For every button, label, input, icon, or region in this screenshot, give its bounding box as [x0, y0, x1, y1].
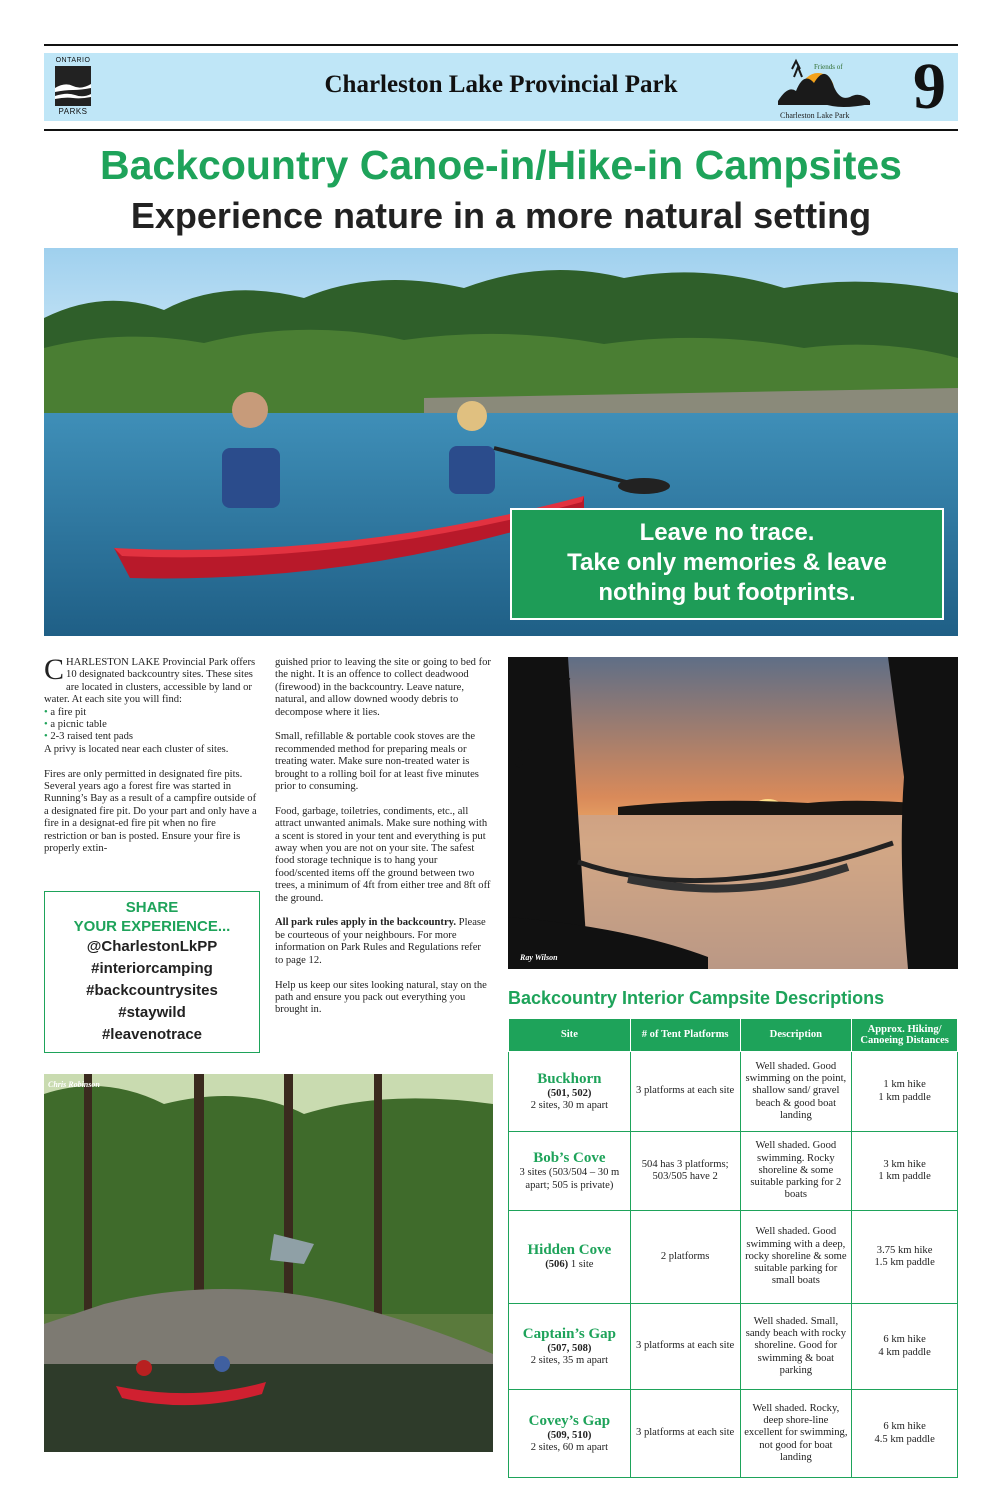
list-item: • a fire pit	[44, 707, 260, 719]
share-heading-1: SHARE	[125, 899, 179, 916]
table-row	[509, 1132, 958, 1211]
campsite-descriptions-table	[508, 1018, 958, 1478]
fire-extinguish-paragraph: guished prior to leaving the site or going to bed for the night. It is an offence to collect deadwood (firewood) in the backcountry. Leave nature, natural, and allow downed woody debris to decompose where it lies.	[275, 657, 491, 718]
sunset-hammock-photo	[508, 657, 958, 969]
site-cell	[509, 1052, 631, 1132]
site-name: Captain’s Gap	[522, 1325, 616, 1342]
paddle-distance: 4 km paddle	[878, 1346, 931, 1358]
header-title: Charleston Lake Provincial Park	[324, 71, 678, 98]
friends-logo-icon	[774, 57, 874, 113]
pack-out-paragraph: Help us keep our sites looking natural, stay on the path and ensure you pack out everything you brought in.	[275, 979, 487, 1016]
friends-logo-arc-text: Friends of	[814, 63, 843, 71]
site-sub: 1 site	[570, 1259, 594, 1271]
hashtag: #leavenotrace	[101, 1026, 203, 1043]
column-header-site: Site	[509, 1019, 631, 1052]
hero-canoe-photo	[44, 248, 958, 636]
article-column-1	[44, 653, 260, 868]
drop-cap: C	[44, 653, 65, 686]
site-name: Buckhorn	[537, 1070, 602, 1087]
logo-text-top: ONTARIO	[55, 57, 91, 64]
park-rules-text: Please be courteous of your neighbours. For more information on Park Rules and Regulations refer to page 12.	[275, 917, 486, 966]
site-cell	[509, 1304, 631, 1390]
site-cell	[509, 1390, 631, 1478]
site-amenities-list	[44, 707, 260, 744]
column-header-platforms: # of Tent Platforms	[630, 1019, 740, 1052]
leave-no-trace-callout	[510, 508, 944, 620]
list-item: • a picnic table	[44, 719, 260, 731]
distance-cell	[852, 1052, 958, 1132]
column-header-distances: Approx. Hiking/ Canoeing Distances	[852, 1019, 958, 1052]
platforms-cell: 3 platforms at each site	[630, 1052, 740, 1132]
paddle-distance: 1 km paddle	[878, 1171, 931, 1182]
hike-distance: 6 km hike	[883, 1421, 926, 1433]
paddle-distance: 4.5 km paddle	[874, 1433, 935, 1445]
sunset-photo-credit: Ray Wilson	[520, 953, 558, 962]
paddle-distance: 1 km paddle	[878, 1091, 931, 1103]
callout-line-1: Leave no trace.	[639, 519, 815, 546]
description-cell: Well shaded. Good swimming. Rocky shoreline & some suitable parking for 2 boats	[740, 1132, 852, 1211]
fires-paragraph: Fires are only permitted in designated fire pits. Several years ago a forest fire was started in Running’s Bay as a result of a campfire outside of a designated fire pit. Do your part and only have a fire in a designat-ed fire pit when no fire restriction or ban is posted. Ensure your fire is properly extin-	[44, 768, 257, 855]
hashtag: #staywild	[118, 1004, 186, 1021]
distance-cell	[852, 1132, 958, 1211]
privy-paragraph: A privy is located near each cluster of sites.	[44, 743, 229, 755]
table-row	[509, 1052, 958, 1132]
site-sub: 3 sites (503/504 – 30 m apart; 505 is private)	[519, 1167, 620, 1191]
hike-distance: 3 km hike	[883, 1158, 926, 1170]
site-ids: (501, 502)	[547, 1087, 592, 1099]
hike-distance: 6 km hike	[883, 1334, 926, 1346]
distance-cell	[852, 1304, 958, 1390]
share-heading-2: YOUR EXPERIENCE...	[73, 918, 231, 935]
distance-cell	[852, 1211, 958, 1304]
table-row	[509, 1390, 958, 1478]
page-header	[44, 50, 958, 123]
list-item: • 2-3 raised tent pads	[44, 731, 260, 743]
hike-distance: 3.75 km hike	[876, 1244, 933, 1256]
site-sub: 2 sites, 30 m apart	[530, 1100, 609, 1111]
site-ids: (507, 508)	[547, 1342, 592, 1354]
site-name: Bob’s Cove	[533, 1150, 606, 1167]
table-header-row	[509, 1019, 958, 1052]
intro-text: HARLESTON LAKE Provincial Park offers 10 designated backcountry sites. These sites are located in clusters, accessible by land or water. At each site you will find:	[44, 657, 256, 706]
site-name: Hidden Cove	[527, 1242, 612, 1259]
site-ids: (506)	[545, 1259, 569, 1271]
table-row	[509, 1211, 958, 1304]
platforms-cell: 3 platforms at each site	[630, 1390, 740, 1478]
site-sub: 2 sites, 60 m apart	[530, 1442, 609, 1453]
main-title: Backcountry Canoe-in/Hike-in Campsites	[100, 142, 902, 188]
forest-photo-credit: Chris Robinson	[48, 1080, 100, 1089]
park-rules-paragraph	[275, 917, 491, 967]
sub-title: Experience nature in a more natural setting	[130, 195, 872, 236]
share-experience-box	[44, 891, 260, 1053]
hashtag: #interiorcamping	[91, 960, 213, 977]
forest-campsite-photo	[44, 1074, 493, 1452]
column-header-description: Description	[740, 1019, 852, 1052]
callout-line-3: nothing but footprints.	[598, 579, 856, 606]
header-bottom-rule	[44, 129, 958, 131]
site-name: Covey’s Gap	[528, 1412, 611, 1429]
callout-line-2: Take only memories & leave	[567, 549, 887, 576]
platforms-cell: 3 platforms at each site	[630, 1304, 740, 1390]
table-row	[509, 1304, 958, 1390]
logo-text-bottom: PARKS	[58, 107, 88, 116]
food-storage-paragraph: Food, garbage, toiletries, condiments, etc., all attract unwanted animals. Make sure nothing with a scent is stored in your tent and everything is put away when you are not on your site. The safest food storage technique is to hang your food/scented items off the ground between two trees, a minimum of 4ft from either tree and 8ft off the ground.	[275, 805, 491, 904]
site-cell	[509, 1132, 631, 1211]
platforms-cell: 2 platforms	[630, 1211, 740, 1304]
top-rule	[44, 44, 958, 46]
platforms-cell: 504 has 3 platforms; 503/505 have 2	[630, 1132, 740, 1211]
description-cell: Well shaded. Rocky, deep shore-line excellent for swimming, not good for boat landing	[740, 1390, 852, 1478]
paddle-distance: 1.5 km paddle	[874, 1257, 935, 1268]
hashtag: #backcountrysites	[86, 982, 218, 999]
campsite-table-title: Backcountry Interior Campsite Descriptions	[508, 988, 885, 1008]
hike-distance: 1 km hike	[883, 1079, 926, 1091]
park-rules-bold: All park rules apply in the backcountry.	[275, 917, 457, 929]
page-number: 9	[913, 50, 946, 123]
article-column-2	[275, 657, 491, 1029]
friends-logo-caption: Charleston Lake Park	[780, 111, 850, 120]
description-cell: Well shaded. Small, sandy beach with rocky shoreline. Good for swimming & boat parking	[740, 1304, 852, 1390]
intro-paragraph	[44, 653, 260, 707]
friends-of-charleston-lake-logo	[774, 57, 874, 119]
social-handle: @CharlestonLkPP	[86, 938, 218, 955]
cook-stoves-paragraph: Small, refillable & portable cook stoves are the recommended method for preparing meals or treating water. Make sure non-treated water is brought to a rolling boil for at least five minutes prior to consuming.	[275, 731, 479, 793]
site-ids: (509, 510)	[547, 1429, 592, 1441]
site-cell	[509, 1211, 631, 1304]
distance-cell	[852, 1390, 958, 1478]
description-cell: Well shaded. Good swimming on the point, shallow sand/ gravel beach & good boat landing	[740, 1052, 852, 1132]
description-cell: Well shaded. Good swimming with a deep, rocky shoreline & some suitable parking for small boats	[740, 1211, 852, 1304]
site-sub: 2 sites, 35 m apart	[530, 1355, 609, 1366]
